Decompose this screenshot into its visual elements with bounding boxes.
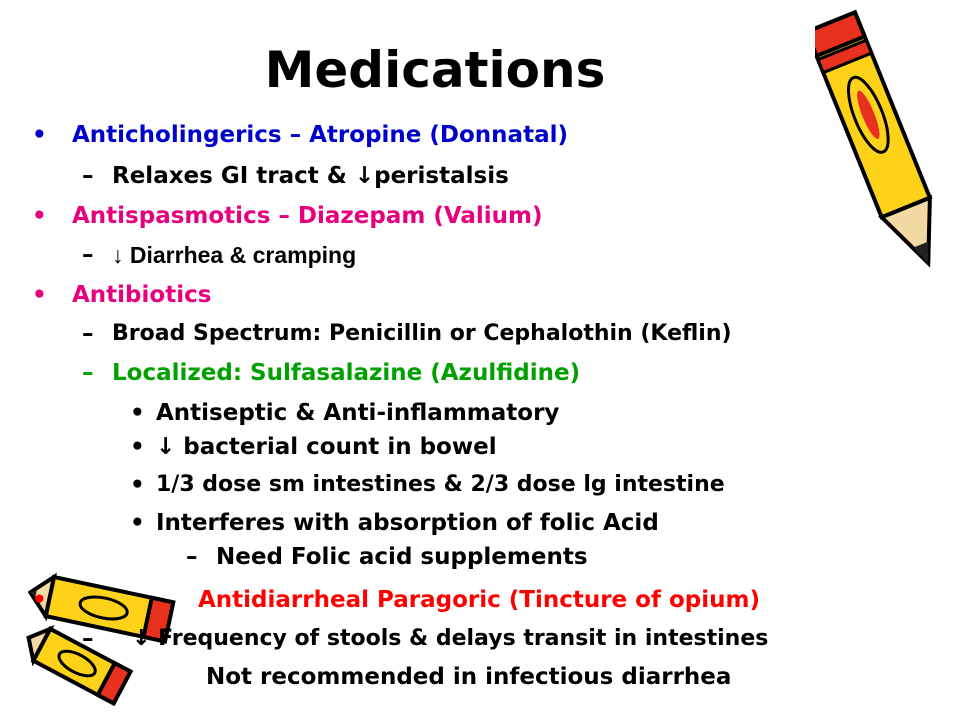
list-item: ↓ Frequency of stools & delays transit in intestines bbox=[132, 626, 769, 651]
list-item: Antibiotics bbox=[72, 282, 212, 308]
list-item: Anticholingerics – Atropine (Donnatal) bbox=[72, 122, 568, 148]
sub-sub-bullet-marker: • bbox=[130, 434, 145, 460]
bullet-marker: • bbox=[32, 587, 47, 613]
page-title: Medications bbox=[264, 41, 606, 99]
list-item: Interferes with absorption of folic Acid bbox=[156, 510, 659, 536]
list-item: Localized: Sulfasalazine (Azulfidine) bbox=[112, 360, 581, 386]
sub-bullet-marker: – bbox=[82, 321, 94, 347]
sub-bullet-marker: – bbox=[82, 163, 94, 189]
list-item: Antispasmotics – Diazepam (Valium) bbox=[72, 203, 543, 229]
list-item: Not recommended in infectious diarrhea bbox=[206, 664, 732, 690]
sub-sub-bullet-marker: • bbox=[130, 400, 145, 426]
list-item: ↓ bacterial count in bowel bbox=[156, 434, 497, 460]
list-item: Relaxes GI tract & ↓peristalsis bbox=[112, 163, 509, 189]
sub-bullet-marker: – bbox=[82, 360, 94, 386]
list-item: ↓ Diarrhea & cramping bbox=[112, 242, 357, 268]
list-item: Broad Spectrum: Penicillin or Cephalothin (Keflin) bbox=[112, 321, 732, 346]
list-item: Antidiarrheal Paragoric (Tincture of opium) bbox=[198, 587, 760, 613]
sub-sub-sub-bullet-marker: – bbox=[186, 544, 198, 570]
list-item: 1/3 dose sm intestines & 2/3 dose lg intestine bbox=[156, 472, 725, 497]
list-item: Antiseptic & Anti-inflammatory bbox=[156, 400, 560, 426]
sub-bullet-marker: – bbox=[82, 626, 94, 652]
bullet-marker: • bbox=[32, 203, 47, 229]
bullet-marker: • bbox=[32, 282, 47, 308]
bullet-marker: • bbox=[32, 122, 47, 148]
sub-bullet-marker: – bbox=[82, 242, 94, 268]
list-item: Need Folic acid supplements bbox=[216, 544, 588, 570]
sub-sub-bullet-marker: • bbox=[130, 472, 145, 498]
sub-sub-bullet-marker: • bbox=[130, 510, 145, 536]
